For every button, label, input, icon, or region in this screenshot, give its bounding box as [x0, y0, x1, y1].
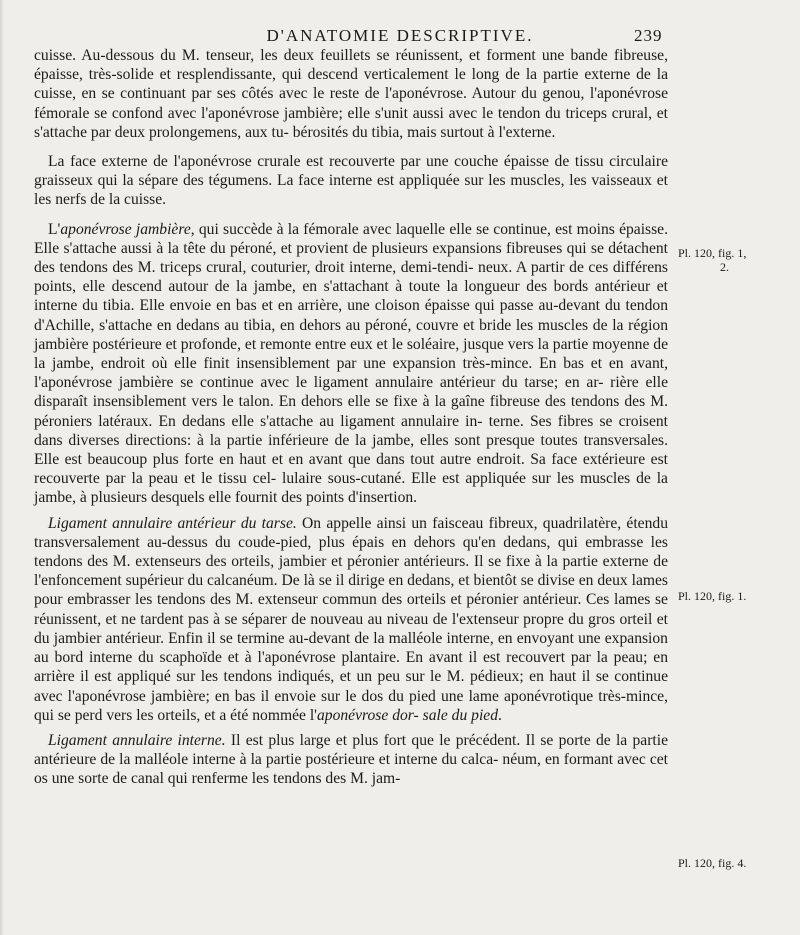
text-line: fibreuse, épaisse, très-solide et resplendissante, qui descend verticalement le long de la	[34, 47, 668, 84]
text-line: néum, en formant avec cet os une sorte de canal qui renferme les tendons des M. jam-	[34, 751, 668, 788]
text-end: .	[498, 706, 502, 724]
text-line: elles sont presque toutes transversales. Elle est beaucoup plus forte en haut et en avant	[34, 431, 668, 469]
body-text	[34, 46, 668, 789]
margin-note-plate-ref	[678, 589, 746, 603]
section-term: Ligament annulaire antérieur du tarse.	[48, 514, 297, 532]
text-line: s'unit aussi avec le tendon du triceps crural, et s'attache par deux prolongemens, aux tu-	[34, 104, 668, 141]
text-line: qui se détachent des tendons des M. triceps crural, couturier, droit interne, demi-tendi-	[34, 239, 668, 277]
margin-note-line: Pl. 120, fig. 4.	[678, 856, 747, 870]
text-line: il se termine au-devant de la malléole interne, en envoyant une expansion au bord	[34, 629, 668, 667]
text-line: La face externe de l'aponévrose crurale est recouverte par une couche épaisse de tissu	[48, 153, 604, 171]
text-line: partie externe de la cuisse, en se continuant par ses côtés avec le reste de l'aponévrose.	[34, 66, 668, 103]
text-line: à la partie externe de l'enfoncement supérieur du calcanéum. De là se il dirige en dedans,	[34, 553, 668, 590]
text-line: en dehors au péroné, couvre et bride les muscles de la région jambière postérieure et	[34, 316, 668, 353]
text-line: étendu transversalement au-dessus du coude-pied, plus épais en dehors qu'en dedans, qui	[34, 514, 668, 551]
paragraph-ligament-interne	[34, 731, 668, 789]
section-term: aponévrose jambière	[60, 220, 191, 238]
text-line: fournit des points d'insertion.	[234, 489, 418, 507]
italic-term: sale du pied	[422, 706, 498, 724]
text-line: et bientôt se divise en deux lames pour embrasser les tendons des M. extenseur commun	[34, 572, 668, 609]
text-line: interne du scaphoïde et à l'aponévrose plantaire. En avant il est recouvert par la peau;	[88, 649, 648, 667]
text-line: l'aponévrose jambière se continue avec le ligament annulaire antérieur du tarse; en ar-	[34, 374, 604, 392]
text-line: embrasse les tendons des M. extenseurs des orteils, jambier et péronier antérieurs. Il se fixe	[34, 533, 668, 571]
text-line: On appelle ainsi un faisceau fibreux, quadrilatère,	[296, 514, 622, 532]
text-line: il se continue avec l'aponévrose jambière; en bas il envoie sur le dos du pied une lame	[34, 668, 668, 705]
paragraph-2	[34, 152, 668, 210]
text-line: en arrière il est appliqué sur les tendons indiqués, et un peu sur le M. pédieux; en haut	[34, 649, 668, 686]
text-line: neux. A partir de ces différens points, elle descend autour de la jambe, en s'attachant à	[34, 259, 668, 296]
text-line: muscles, les vaisseaux et les nerfs de la cuisse.	[34, 172, 668, 209]
text-line: une cloison épaisse qui passe au-devant du tendon d'Achille, s'attache en dedans au tibia,	[34, 297, 668, 334]
text-line: Autour du genou, l'aponévrose fémorale se confond avec l'aponévrose jambière; elle	[34, 85, 669, 122]
text-line: bérosités du tibia, mais surtout à l'externe.	[292, 123, 556, 141]
text-line: profonde, et remonte entre eux et le soléaire, jusque vers la partie moyenne de la jambe,	[34, 335, 668, 373]
text-line: , qui succède à la fémorale avec laquelle elle se continue, est moins	[190, 220, 615, 238]
text-line: nouveau au niveau de l'extenseur propre du gros orteil et du jambier antérieur. Enfin	[34, 610, 668, 647]
section-term: Ligament annulaire interne.	[48, 731, 226, 749]
text-line: lulaire sous-cutané. Elle est appliquée sur les muscles de la jambe, à plusieurs desquels elle	[34, 470, 668, 507]
text-line: la partie antérieure de la malléole interne à la partie postérieure et interne du calca-	[34, 731, 669, 769]
text-line: épaisse. Elle s'attache aussi à la tête du péroné, et provient de plusieurs expansions fibreuses	[34, 220, 668, 257]
paragraph-1	[34, 46, 668, 142]
paragraph-ligament-anterieur	[34, 514, 668, 725]
text-line: cuisse. Au-dessous du M. tenseur, les deux feuillets se réunissent, et forment une bande	[34, 47, 608, 64]
page-number: 239	[634, 26, 663, 45]
margin-note-plate-ref	[678, 856, 746, 870]
text-line: que dans tout autre endroit. Sa face extérieure est recouverte par la peau et le tissu cel-	[34, 451, 668, 488]
margin-note-line: 2.	[720, 260, 729, 274]
margin-note-line: Pl. 120, fig. 1.	[678, 589, 747, 603]
text-line: Il est plus large et plus fort que le précédent. Il se porte de	[225, 731, 611, 749]
text-line: toute la longueur des bords antérieur et interne du tibia. Elle envoie en bas et en arrière,	[34, 278, 668, 315]
text-line: aponévrotique très-mince, qui se perd vers les orteils, et a été nommée l'	[34, 687, 668, 724]
text-line: circulaire graisseux qui la sépare des tégumens. La face interne est appliquée sur les	[34, 153, 668, 190]
lead-prefix: L'	[48, 220, 61, 238]
page-gutter-shadow	[0, 0, 4, 935]
running-head: D'ANATOMIE DESCRIPTIVE.	[266, 26, 534, 45]
italic-term: aponévrose dor-	[316, 706, 419, 724]
text-line: des orteils et péronier antérieur. Ces lames se réunissent, et ne tardent pas à se séparer de	[34, 591, 668, 628]
text-line: endroit où elle finit insensiblement par une expansion très-mince. En bas et en avant,	[100, 355, 669, 373]
margin-note-plate-ref	[678, 246, 746, 274]
text-line: des tendons des M. péroniers latéraux. En dedans elle s'attache au ligament annulaire in-	[34, 393, 668, 430]
text-line: terne. Ses fibres se croisent dans diverses directions: à la partie inférieure de la jambe,	[34, 412, 668, 449]
paragraph-aponevrose-jambiere	[34, 220, 668, 508]
margin-note-line: Pl. 120, fig. 1,	[678, 246, 747, 260]
text-line: rière elle disparaît insensiblement vers le talon. En dehors elle se fixe à la gaîne fibreuse	[34, 374, 668, 411]
